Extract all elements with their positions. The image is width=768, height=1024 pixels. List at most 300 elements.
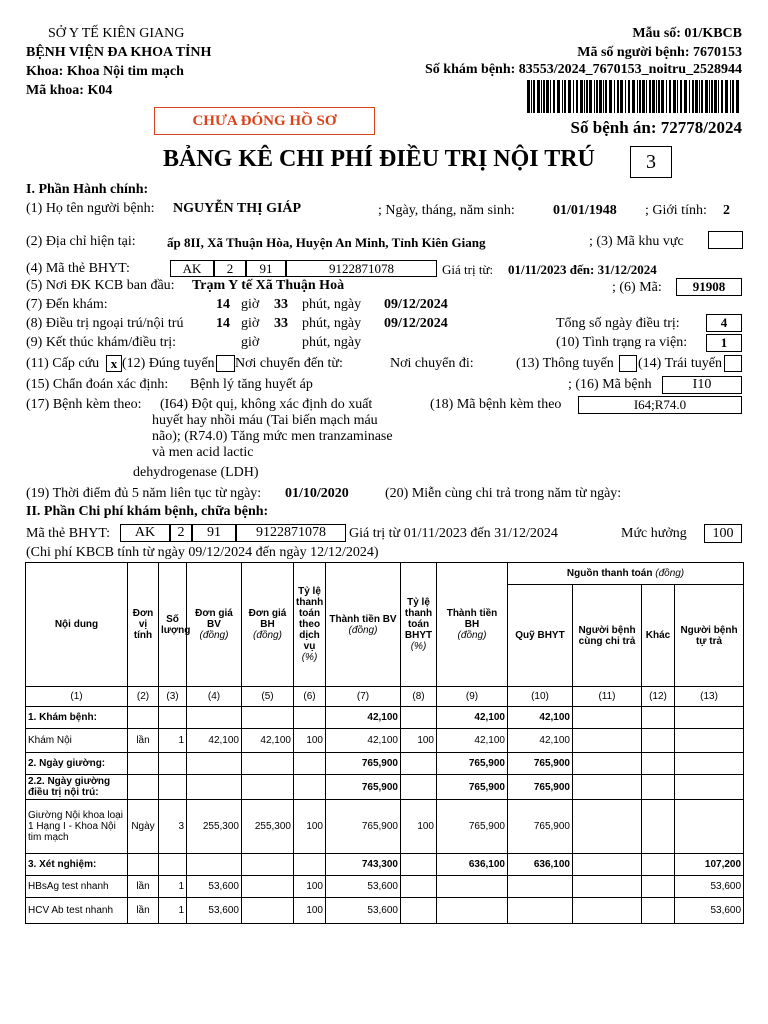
record-number: Số bệnh án: 72778/2024 <box>570 118 742 137</box>
table-cell: 765,900 <box>326 800 401 854</box>
table-cell <box>242 898 294 924</box>
end-hour-unit: giờ <box>241 335 260 350</box>
valid-label: Giá trị từ: <box>442 262 494 277</box>
table-cell <box>128 775 159 800</box>
barcode-bar <box>599 80 602 113</box>
gender: 2 <box>723 203 730 218</box>
header-price-bv-label: Đơn giá BV <box>195 608 233 630</box>
barcode-bar <box>605 80 607 113</box>
table-cell: lần <box>128 876 159 898</box>
table-cell: 765,900 <box>326 775 401 800</box>
table-cell <box>187 775 242 800</box>
treatment-minute: 33 <box>274 316 288 331</box>
treatment-hour-unit: giờ <box>241 316 260 331</box>
card-part-2: 2 <box>214 260 246 277</box>
header-bhyt-rate-unit: (%) <box>410 641 427 652</box>
table-cell: 100 <box>401 800 437 854</box>
table-cell <box>642 729 675 753</box>
table-cell: 100 <box>294 876 326 898</box>
patient-name: NGUYỄN THỊ GIÁP <box>173 201 302 216</box>
card-part-3: 91 <box>246 260 286 277</box>
hospital-name: BỆNH VIỆN ĐA KHOA TỈNH <box>26 45 212 60</box>
table-row <box>26 876 744 898</box>
barcode-bar <box>617 80 619 113</box>
table-cell <box>242 854 294 876</box>
header-service-rate <box>294 563 326 687</box>
barcode-bar <box>695 80 698 113</box>
header-bhyt-rate-label: Tỷ lệ thanh toán BHYT <box>404 597 433 641</box>
barcode-bar <box>684 80 687 113</box>
barcode-bar <box>614 80 615 113</box>
barcode-bar <box>639 80 641 113</box>
treatment-minute-unit: phút, ngày <box>302 316 362 331</box>
table-cell <box>401 876 437 898</box>
barcode-bar <box>661 80 664 113</box>
barcode-bar <box>550 80 551 113</box>
cost-card-label: Mã thẻ BHYT: <box>26 526 111 541</box>
barcode-bar <box>584 80 585 113</box>
name-label: (1) Họ tên người bệnh: <box>26 201 155 216</box>
table-cell: 53,600 <box>187 898 242 924</box>
table-cell <box>294 753 326 775</box>
barcode-bar <box>699 80 700 113</box>
table-cell <box>675 707 744 729</box>
table-cell <box>242 707 294 729</box>
barcode-bar <box>527 80 530 113</box>
table-cell: 765,900 <box>508 753 573 775</box>
header-funding-label: Nguồn thanh toán <box>566 568 653 579</box>
total-days-label: Tổng số ngày điều trị: <box>556 316 680 331</box>
barcode <box>527 80 742 113</box>
patient-code: Mã số người bệnh: 7670153 <box>577 45 742 60</box>
barcode-bar <box>711 80 713 113</box>
cost-card-part-2: 2 <box>170 524 192 542</box>
table-row <box>26 800 744 854</box>
header-price-bh-unit: (đồng) <box>253 630 282 641</box>
table-cell: HBsAg test nhanh <box>26 876 128 898</box>
table-cell: 100 <box>294 898 326 924</box>
barcode-bar <box>562 80 563 113</box>
table-cell: 53,600 <box>187 876 242 898</box>
table-cell: 42,100 <box>242 729 294 753</box>
table-cell <box>642 854 675 876</box>
copy-number: 3 <box>630 146 672 178</box>
transfer-to-label: Nơi chuyển đi: <box>390 356 474 371</box>
treatment-label: (8) Điều trị ngoại trú/nội trú <box>26 316 184 331</box>
table-cell: Khám Nội <box>26 729 128 753</box>
admin-section-title: I. Phần Hành chính: <box>26 182 149 197</box>
card-validity: 01/11/2023 đến: 31/12/2024 <box>508 262 657 277</box>
barcode-bar <box>541 80 542 113</box>
comorbidity-code-box: I64;R74.0 <box>578 396 742 414</box>
table-cell: 636,100 <box>508 854 573 876</box>
table-cell <box>401 898 437 924</box>
table-cell: 53,600 <box>675 876 744 898</box>
end-minute-unit: phút, ngày <box>302 335 362 350</box>
header-other: Khác <box>642 585 675 687</box>
arrive-date: 09/12/2024 <box>384 297 448 312</box>
table-cell <box>159 775 187 800</box>
status-stamp: CHƯA ĐÓNG HỒ SƠ <box>154 107 375 135</box>
five-year-date: 01/10/2020 <box>285 486 349 501</box>
disease-code-box: I10 <box>662 376 742 394</box>
table-row <box>26 854 744 876</box>
area-code-box <box>708 231 743 249</box>
barcode-bar <box>546 80 549 113</box>
table-cell: 765,900 <box>437 753 508 775</box>
header-funding-unit: (đồng) <box>655 568 685 579</box>
table-cell <box>508 898 573 924</box>
address: ấp 8II, Xã Thuận Hòa, Huyện An Minh, Tỉnh Kiên Giang <box>167 235 486 250</box>
table-cell <box>573 854 642 876</box>
arrive-hour-unit: giờ <box>241 297 260 312</box>
barcode-bar <box>533 80 535 113</box>
barcode-bar <box>730 80 731 113</box>
table-cell: 107,200 <box>675 854 744 876</box>
barcode-bar <box>714 80 717 113</box>
column-number: (10) <box>508 687 573 707</box>
table-cell <box>401 753 437 775</box>
table-cell <box>294 707 326 729</box>
table-cell <box>573 707 642 729</box>
table-cell: 42,100 <box>508 707 573 729</box>
discharge-status-label: (10) Tình trạng ra viện: <box>556 335 688 350</box>
barcode-bar <box>652 80 655 113</box>
barcode-bar <box>596 80 598 113</box>
department-code: Mã khoa: K04 <box>26 83 113 98</box>
table-cell <box>159 753 187 775</box>
barcode-bar <box>568 80 571 113</box>
header-amount-bh <box>437 563 508 687</box>
barcode-bar <box>732 80 734 113</box>
table-cell <box>187 753 242 775</box>
column-number: (6) <box>294 687 326 707</box>
barcode-bar <box>705 80 708 113</box>
table-row <box>26 775 744 800</box>
table-cell: 743,300 <box>326 854 401 876</box>
table-cell: 42,100 <box>508 729 573 753</box>
table-cell: 636,100 <box>437 854 508 876</box>
table-cell: 1 <box>159 876 187 898</box>
header-amount-bh-unit: (đồng) <box>457 630 487 641</box>
barcode-bar <box>609 80 612 113</box>
table-cell: 53,600 <box>675 898 744 924</box>
cost-validity: Giá trị từ 01/11/2023 đến 31/12/2024 <box>349 526 558 541</box>
table-cell: 2.2. Ngày giường điều trị nội trú: <box>26 775 128 800</box>
arrive-label: (7) Đến khám: <box>26 297 108 312</box>
dob: 01/01/1948 <box>553 203 617 218</box>
comorbidity-label: (17) Bệnh kèm theo: <box>26 397 142 412</box>
arrive-minute-unit: phút, ngày <box>302 297 362 312</box>
wrong-route-label: (14) Trái tuyến <box>638 356 722 371</box>
card-label: (4) Mã thẻ BHYT: <box>26 261 130 276</box>
table-cell <box>675 800 744 854</box>
barcode-bar <box>573 80 574 113</box>
table-cell: 42,100 <box>326 729 401 753</box>
table-cell <box>437 876 508 898</box>
table-cell <box>508 876 573 898</box>
area-label: ; (3) Mã khu vực <box>589 234 684 249</box>
comorbidity-line-1: (I64) Đột quị, không xác định do xuất <box>160 397 373 412</box>
barcode-bar <box>677 80 678 113</box>
barcode-bar <box>553 80 555 113</box>
cost-table <box>25 562 744 924</box>
right-route-checkbox <box>216 355 235 372</box>
barcode-bar <box>589 80 592 113</box>
barcode-bar <box>692 80 694 113</box>
barcode-bar <box>689 80 690 113</box>
column-number: (1) <box>26 687 128 707</box>
header-price-bh-label: Đơn giá BH <box>248 608 287 630</box>
page-title: BẢNG KÊ CHI PHÍ ĐIỀU TRỊ NỘI TRÚ <box>163 146 595 172</box>
table-row <box>26 707 744 729</box>
header-unit: Đơn vị tính <box>128 563 159 687</box>
barcode-bar <box>709 80 710 113</box>
table-cell <box>187 854 242 876</box>
table-cell <box>573 729 642 753</box>
table-cell <box>128 753 159 775</box>
barcode-bar <box>637 80 638 113</box>
table-cell <box>573 876 642 898</box>
header-amount-bv-label: Thành tiền BV <box>329 613 397 625</box>
barcode-bar <box>669 80 671 113</box>
barcode-bar <box>531 80 532 113</box>
table-cell <box>128 707 159 729</box>
barcode-bar <box>718 80 719 113</box>
table-cell: 1 <box>159 898 187 924</box>
barcode-bar <box>603 80 604 113</box>
table-cell <box>401 854 437 876</box>
wrong-route-checkbox <box>724 355 742 372</box>
dob-label: ; Ngày, tháng, năm sinh: <box>378 203 515 218</box>
comorbidity-code-label: (18) Mã bệnh kèm theo <box>430 397 562 412</box>
form-number: Mẫu số: 01/KBCB <box>632 26 742 41</box>
table-cell <box>294 775 326 800</box>
header-service-rate-label: Tỷ lệ thanh toán theo dịch vụ <box>296 586 324 652</box>
table-cell <box>437 898 508 924</box>
treatment-date: 09/12/2024 <box>384 316 448 331</box>
table-cell <box>642 800 675 854</box>
header-amount-bh-label: Thành tiền BH <box>446 608 498 630</box>
column-number: (8) <box>401 687 437 707</box>
table-cell: 1 <box>159 729 187 753</box>
benefit-rate-label: Mức hưởng <box>621 526 687 541</box>
barcode-bar <box>649 80 651 113</box>
header-copay: Người bệnh cùng chi trả <box>573 585 642 687</box>
cost-card-part-3: 91 <box>192 524 236 542</box>
barcode-bar <box>564 80 566 113</box>
table-cell <box>675 729 744 753</box>
code6-box: 91908 <box>676 278 742 296</box>
end-label: (9) Kết thúc khám/điều trị: <box>26 335 177 350</box>
registration-place: Trạm Y tế Xã Thuận Hoà <box>192 278 345 293</box>
barcode-bar <box>701 80 703 113</box>
arrive-hour: 14 <box>216 297 230 312</box>
card-part-1: AK <box>170 260 214 277</box>
table-cell <box>642 876 675 898</box>
table-cell: Giường Nội khoa loại 1 Hạng I - Khoa Nội tim mạch <box>26 800 128 854</box>
column-number: (11) <box>573 687 642 707</box>
exam-number: Số khám bệnh: 83553/2024_7670153_noitru_2528944 <box>425 62 742 77</box>
table-cell <box>159 854 187 876</box>
table-cell: 1. Khám bệnh: <box>26 707 128 729</box>
notify-route-checkbox <box>619 355 637 372</box>
header-price-bh <box>242 563 294 687</box>
registration-label: (5) Nơi ĐK KCB ban đầu: <box>26 278 175 293</box>
table-cell: 765,900 <box>508 775 573 800</box>
table-cell <box>242 775 294 800</box>
emergency-label: (11) Cấp cứu <box>26 356 100 371</box>
table-cell <box>573 800 642 854</box>
barcode-bar <box>725 80 728 113</box>
table-row <box>26 729 744 753</box>
cost-period: (Chi phí KBCB tính từ ngày 09/12/2024 đến ngày 12/12/2024) <box>26 545 379 560</box>
column-number: (9) <box>437 687 508 707</box>
table-cell: 100 <box>294 729 326 753</box>
table-cell: 765,900 <box>437 800 508 854</box>
table-cell: 42,100 <box>187 729 242 753</box>
table-cell: 100 <box>401 729 437 753</box>
emergency-checkbox: x <box>106 355 122 372</box>
transfer-from-label: Nơi chuyển đến từ: <box>235 356 343 371</box>
header-bhyt-rate <box>401 563 437 687</box>
barcode-bar <box>642 80 645 113</box>
comorbidity-line-2: huyết hay nhồi máu (Tai biến mạch máu <box>152 413 378 428</box>
barcode-bar <box>656 80 657 113</box>
barcode-bar <box>736 80 739 113</box>
right-route-label: (12) Đúng tuyến <box>122 356 215 371</box>
barcode-bar <box>628 80 630 113</box>
barcode-bar <box>537 80 540 113</box>
barcode-bar <box>721 80 723 113</box>
card-part-4: 9122871078 <box>286 260 437 277</box>
disease-code-label: ; (16) Mã bệnh <box>568 377 652 392</box>
header-fund: Quỹ BHYT <box>508 585 573 687</box>
column-number: (4) <box>187 687 242 707</box>
table-cell: 42,100 <box>437 707 508 729</box>
table-cell: 255,300 <box>187 800 242 854</box>
table-cell <box>401 707 437 729</box>
table-cell: lần <box>128 898 159 924</box>
table-cell <box>573 753 642 775</box>
table-cell <box>401 775 437 800</box>
code6-label: ; (6) Mã: <box>612 280 662 295</box>
gender-label: ; Giới tính: <box>645 203 707 218</box>
column-number: (13) <box>675 687 744 707</box>
diagnosis: Bệnh lý tăng huyết áp <box>190 377 313 392</box>
barcode-bar <box>580 80 583 113</box>
table-cell: lần <box>128 729 159 753</box>
table-cell: 765,900 <box>326 753 401 775</box>
barcode-bar <box>543 80 545 113</box>
barcode-bar <box>586 80 588 113</box>
barcode-bar <box>646 80 647 113</box>
table-cell: 42,100 <box>326 707 401 729</box>
table-cell: 765,900 <box>437 775 508 800</box>
barcode-bar <box>557 80 560 113</box>
diagnosis-label: (15) Chẩn đoán xác định: <box>26 377 169 392</box>
comorbidity-line-3: não); (R74.0) Tăng mức men tranzaminase <box>152 429 393 444</box>
barcode-bar <box>625 80 626 113</box>
table-cell: 53,600 <box>326 898 401 924</box>
notify-route-label: (13) Thông tuyến <box>516 356 614 371</box>
table-cell <box>675 753 744 775</box>
barcode-bar <box>620 80 623 113</box>
header-amount-bv <box>326 563 401 687</box>
table-cell: 3 <box>159 800 187 854</box>
table-row <box>26 753 744 775</box>
discharge-status-box: 1 <box>706 334 742 352</box>
table-cell: 3. Xét nghiệm: <box>26 854 128 876</box>
table-cell <box>242 876 294 898</box>
benefit-rate-box: 100 <box>704 524 742 543</box>
table-cell <box>159 707 187 729</box>
header-price-bv-unit: (đồng) <box>199 630 229 641</box>
barcode-bar <box>666 80 667 113</box>
table-cell: 255,300 <box>242 800 294 854</box>
table-cell <box>187 707 242 729</box>
table-cell: Ngày <box>128 800 159 854</box>
total-days-box: 4 <box>706 314 742 332</box>
table-cell <box>573 898 642 924</box>
table-cell <box>242 753 294 775</box>
department: Khoa: Khoa Nội tim mạch <box>26 64 184 79</box>
header-service-rate-unit: (%) <box>301 652 318 663</box>
column-number: (3) <box>159 687 187 707</box>
header-content: Nội dung <box>26 563 128 687</box>
table-cell <box>675 775 744 800</box>
header-quantity: Số lượng <box>159 563 187 687</box>
barcode-bar <box>673 80 676 113</box>
table-cell <box>128 854 159 876</box>
table-cell <box>642 753 675 775</box>
table-cell <box>642 898 675 924</box>
barcode-bar <box>658 80 660 113</box>
header-self-pay: Người bệnh tự trả <box>675 585 744 687</box>
five-year-label: (19) Thời điểm đủ 5 năm liên tục từ ngày: <box>26 486 262 501</box>
comorbidity-line-5: dehydrogenase (LDH) <box>133 465 259 480</box>
barcode-bar <box>576 80 578 113</box>
header-price-bv <box>187 563 242 687</box>
barcode-bar <box>632 80 635 113</box>
health-department: SỞ Y TẾ KIÊN GIANG <box>48 26 185 41</box>
barcode-bar <box>594 80 595 113</box>
treatment-hour: 14 <box>216 316 230 331</box>
table-cell: 2. Ngày giường: <box>26 753 128 775</box>
comorbidity-line-4: và men acid lactic <box>152 445 254 460</box>
cost-card-part-1: AK <box>120 524 170 542</box>
address-label: (2) Địa chỉ hiện tại: <box>26 234 136 249</box>
column-number: (5) <box>242 687 294 707</box>
cost-section-title: II. Phần Chi phí khám bệnh, chữa bệnh: <box>26 504 269 519</box>
table-cell <box>294 854 326 876</box>
exemption-label: (20) Miễn cùng chi trả trong năm từ ngày: <box>385 486 622 501</box>
table-cell <box>642 707 675 729</box>
column-number: (2) <box>128 687 159 707</box>
table-cell <box>642 775 675 800</box>
barcode-bar <box>680 80 682 113</box>
table-cell: HCV Ab test nhanh <box>26 898 128 924</box>
table-cell: 53,600 <box>326 876 401 898</box>
column-number-row <box>26 687 744 707</box>
column-number: (7) <box>326 687 401 707</box>
cost-card-part-4: 9122871078 <box>236 524 346 542</box>
table-cell <box>573 775 642 800</box>
table-row <box>26 898 744 924</box>
table-cell: 100 <box>294 800 326 854</box>
header-amount-bv-unit: (đồng) <box>348 624 378 636</box>
column-number: (12) <box>642 687 675 707</box>
